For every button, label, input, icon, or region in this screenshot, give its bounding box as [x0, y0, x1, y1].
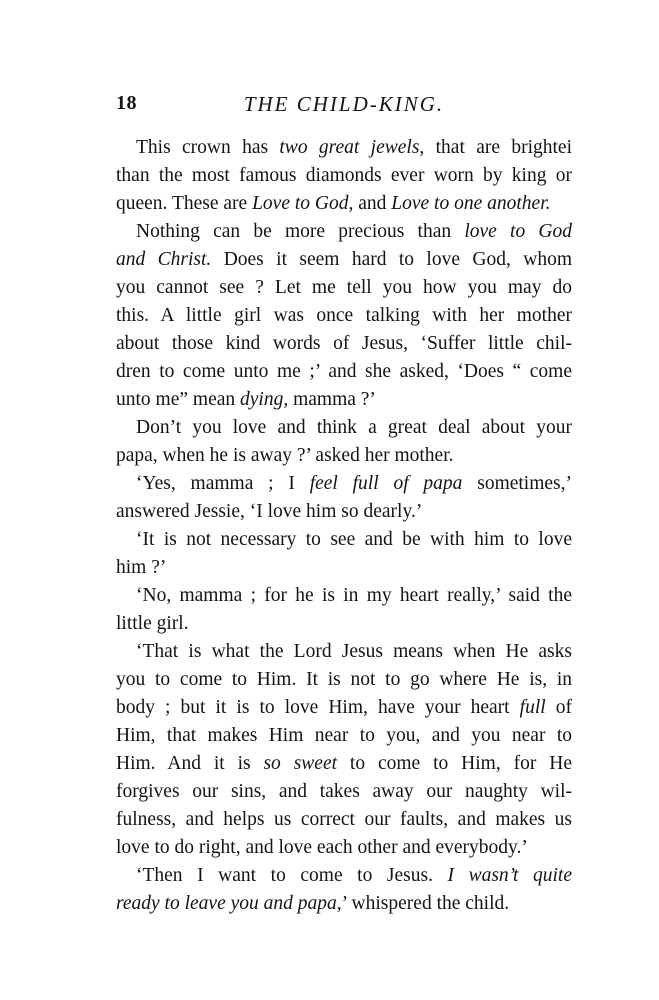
italic-run: full [519, 697, 546, 718]
text-run: ‘Then I want to come to Jesus. [136, 865, 448, 886]
italic-run: I wasn’t quite [447, 865, 572, 886]
text-line [116, 862, 572, 890]
running-title: THE CHILD-KING. [243, 92, 445, 116]
text-line [116, 274, 572, 302]
text-line [116, 470, 572, 498]
text-run: you cannot see ? Let me tell you how you may do [116, 277, 572, 298]
text-line [116, 610, 572, 638]
text-line [116, 778, 572, 806]
italic-run: Love to one another. [391, 193, 551, 214]
text-line [116, 386, 572, 414]
paragraph [116, 218, 572, 414]
paragraph [116, 414, 572, 470]
paragraph [116, 134, 572, 218]
text-run: ‘That is what the Lord Jesus means when He asks [136, 641, 572, 662]
text-run: This crown has [136, 137, 280, 158]
paragraph [116, 526, 572, 582]
italic-run: love to God [464, 221, 572, 242]
text-run: him ?’ [116, 557, 167, 578]
text-run: queen. These are [116, 193, 253, 214]
italic-run: and Christ. [116, 249, 212, 270]
text-line [116, 162, 572, 190]
text-line [116, 806, 572, 834]
italic-run: ready to leave you and papa, [116, 893, 342, 914]
body-text [116, 134, 572, 918]
text-run: you to come to Him. It is not to go where He is, in [116, 669, 572, 690]
text-run: body ; but it is to love Him, have your heart [116, 697, 520, 718]
text-run: than the most famous diamonds ever worn by king or [116, 165, 572, 186]
text-line [116, 358, 572, 386]
text-run: Him, that makes Him near to you, and you near to [116, 725, 572, 746]
text-run: Does it seem hard to love God, whom [211, 249, 572, 270]
text-line [116, 526, 572, 554]
text-line [116, 694, 572, 722]
text-line [116, 246, 572, 274]
text-run: papa, when he is away ?’ asked her mother. [116, 445, 454, 466]
text-run: ’ whispered the child. [341, 893, 510, 914]
italic-run: Love to God, [252, 193, 354, 214]
text-run: little girl. [116, 613, 189, 634]
text-run: fulness, and helps us correct our faults, and makes us [116, 809, 572, 830]
text-run: sometimes,’ [462, 473, 573, 494]
italic-run: feel full of papa [309, 473, 463, 494]
text-run: Nothing can be more precious than [136, 221, 465, 242]
page-header [116, 92, 572, 122]
text-run: ‘Yes, mamma ; I [136, 473, 310, 494]
text-line [116, 666, 572, 694]
text-run: Don’t you love and think a great deal about your [136, 417, 572, 438]
text-line [116, 834, 572, 862]
text-line [116, 554, 572, 582]
paragraph [116, 470, 572, 526]
text-line [116, 330, 572, 358]
text-line [116, 414, 572, 442]
text-run: about those kind words of Jesus, ‘Suffer little chil- [116, 333, 572, 354]
text-run: love to do right, and love each other and everybody.’ [116, 837, 528, 858]
text-run: and [353, 193, 392, 214]
italic-run: dying, [240, 389, 289, 410]
text-run: Him. And it is [116, 753, 264, 774]
text-run: mamma ?’ [288, 389, 376, 410]
text-run: unto me” mean [116, 389, 240, 410]
paragraph [116, 582, 572, 638]
page-number: 18 [116, 92, 137, 114]
italic-run: two great jewels, [279, 137, 425, 158]
text-line [116, 134, 572, 162]
text-run: forgives our sins, and takes away our naughty wil- [116, 781, 572, 802]
text-line [116, 582, 572, 610]
text-run: ‘No, mamma ; for he is in my heart really,’ said the [136, 585, 572, 606]
text-line [116, 890, 572, 918]
text-run: ‘It is not necessary to see and be with him to love [136, 529, 572, 550]
italic-run: so sweet [263, 753, 338, 774]
paragraph [116, 862, 572, 918]
text-run: to come to Him, for He [337, 753, 572, 774]
text-run: this. A little girl was once talking with her mother [116, 305, 572, 326]
text-line [116, 638, 572, 666]
text-line [116, 218, 572, 246]
text-run: answered Jessie, ‘I love him so dearly.’ [116, 501, 423, 522]
text-line [116, 750, 572, 778]
text-run: of [545, 697, 572, 718]
text-line [116, 498, 572, 526]
text-line [116, 722, 572, 750]
text-line [116, 302, 572, 330]
text-line [116, 190, 572, 218]
text-run: dren to come unto me ;’ and she asked, ‘Does “ come [116, 361, 572, 382]
paragraph [116, 638, 572, 862]
text-line [116, 442, 572, 470]
text-run: that are brightei [424, 137, 572, 158]
